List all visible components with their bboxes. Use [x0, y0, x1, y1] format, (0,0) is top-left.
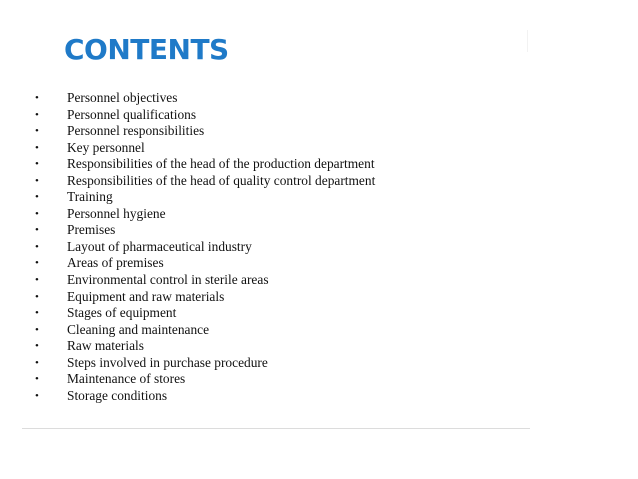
page-title: CONTENTS [64, 33, 229, 66]
list-item-text: Stages of equipment [67, 305, 177, 321]
decorative-edge-line [527, 30, 528, 52]
bullet-icon: • [35, 257, 39, 270]
bullet-icon: • [35, 92, 39, 104]
bottom-divider [22, 428, 530, 429]
bullet-icon: • [35, 356, 39, 369]
list-item-text: Training [67, 189, 113, 205]
bullet-icon: • [35, 307, 39, 320]
list-item-text: Responsibilities of the head of the production department [67, 156, 375, 172]
bullet-icon: • [35, 224, 39, 237]
list-item-text: Layout of pharmaceutical industry [67, 238, 252, 254]
list-item-text: Storage conditions [67, 387, 168, 403]
bullet-icon: • [35, 125, 39, 138]
list-item-text: Environmental control in sterile areas [67, 272, 269, 288]
bullet-icon: • [35, 207, 39, 220]
list-item-text: Premises [67, 222, 116, 238]
list-item-text: Equipment and raw materials [67, 288, 225, 304]
bullet-icon: • [35, 174, 39, 187]
list-item-text: Cleaning and maintenance [67, 321, 210, 337]
bullet-icon: • [35, 274, 39, 287]
bullet-icon: • [35, 108, 39, 121]
list-item-text: Key personnel [67, 139, 145, 155]
bullet-icon: • [35, 389, 39, 402]
bullet-icon: • [35, 323, 39, 336]
bullet-icon: • [35, 340, 39, 353]
bullet-icon: • [35, 141, 39, 154]
list-item-text: Personnel qualifications [67, 106, 197, 122]
list-item-text: Raw materials [67, 338, 144, 354]
bullet-icon: • [35, 191, 39, 204]
list-item-text: Responsibilities of the head of quality control department [67, 172, 376, 188]
list-item-text: Steps involved in purchase procedure [67, 354, 268, 370]
list-item-text: Areas of premises [67, 255, 164, 271]
list-item-text: Personnel objectives [67, 90, 178, 105]
list-item-text: Maintenance of stores [67, 371, 186, 387]
bullet-icon: • [35, 158, 39, 171]
bullet-icon: • [35, 290, 39, 303]
bullet-icon: • [35, 240, 39, 253]
list-item-text: Personnel responsibilities [67, 123, 205, 139]
list-item-text: Personnel hygiene [67, 205, 166, 221]
bullet-icon: • [35, 373, 39, 386]
